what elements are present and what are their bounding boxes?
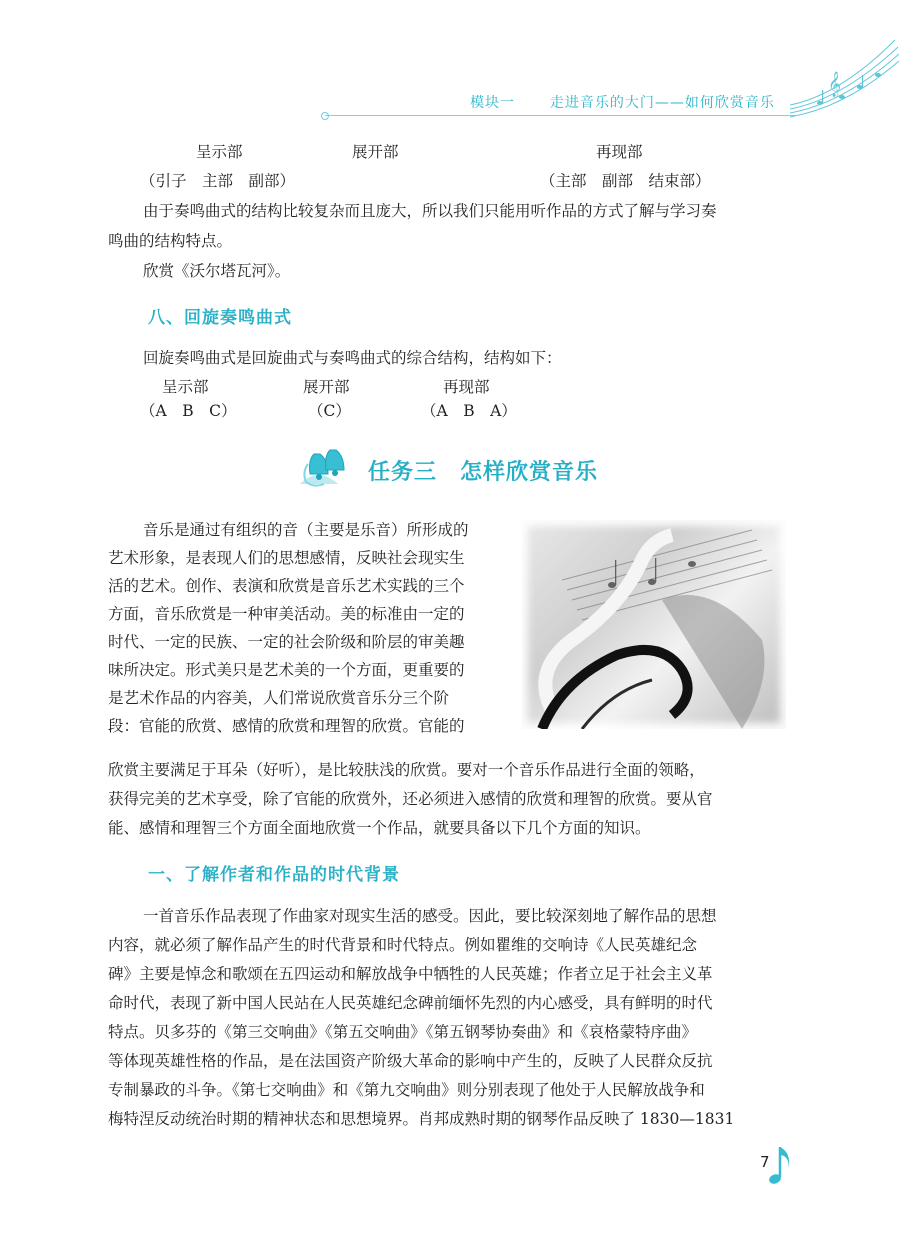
music-note-icon (768, 1143, 794, 1191)
violin-image (522, 520, 786, 729)
paragraph-line: 等体现英雄性格的作品，是在法国资产阶级大革命的影响中产生的，反映了人民群众反抗 (108, 1052, 713, 1070)
running-header (470, 92, 775, 112)
rondo-part-development: 展开部 (303, 378, 350, 396)
paragraph-line: 音乐是通过有组织的音（主要是乐音）所形成的 (143, 521, 469, 539)
section8-intro: 回旋奏鸣曲式是回旋曲式与奏鸣曲式的综合结构，结构如下： (143, 349, 562, 367)
paragraph-line: 梅特涅反动统治时期的精神状态和思想境界。肖邦成熟时期的钢琴作品反映了 1830—1831 (108, 1110, 735, 1128)
sonata-part-recap: 再现部 (596, 143, 643, 161)
paragraph-line: 由于奏鸣曲式的结构比较复杂而且庞大，所以我们只能用听作品的方式了解与学习奏 (143, 202, 717, 220)
rondo-part-exposition: 呈示部 (162, 378, 209, 396)
appreciate-line: 欣赏《沃尔塔瓦河》。 (143, 262, 291, 280)
paragraph-line: 鸣曲的结构特点。 (108, 232, 233, 250)
sonata-recap-detail: （主部 副部 结束部） (540, 172, 711, 190)
paragraph-line: 活的艺术。创作、表演和欣赏是音乐艺术实践的三个 (108, 577, 465, 595)
bell-icon (298, 444, 358, 490)
section-heading-1: 一、了解作者和作品的时代背景 (148, 865, 400, 885)
paragraph-line: 能、感情和理智三个方面全面地欣赏一个作品，就要具备以下几个方面的知识。 (108, 819, 651, 837)
paragraph-line: 味所决定。形式美只是艺术美的一个方面，更重要的 (108, 661, 465, 679)
sonata-part-exposition: 呈示部 (196, 143, 243, 161)
svg-text:𝄞: 𝄞 (828, 72, 842, 97)
music-staff-icon (790, 35, 899, 125)
paragraph-line: 时代、一定的民族、一定的社会阶级和阶层的审美趣 (108, 633, 465, 651)
page-number: 7 (760, 1153, 770, 1171)
paragraph-line: 欣赏主要满足于耳朵（好听），是比较肤浅的欣赏。要对一个音乐作品进行全面的领略， (108, 761, 705, 779)
paragraph-line: 获得完美的艺术享受，除了官能的欣赏外，还必须进入感情的欣赏和理智的欣赏。要从官 (108, 790, 713, 808)
sonata-exposition-detail: （引子 主部 副部） (140, 172, 296, 190)
paragraph-line: 专制暴政的斗争。《第七交响曲》和《第九交响曲》则分别表现了他处于人民解放战争和 (108, 1081, 705, 1099)
rondo-detail-development: （C） (308, 402, 351, 420)
paragraph-line: 内容，就必须了解作品产生的时代背景和时代特点。例如瞿维的交响诗《人民英雄纪念 (108, 936, 698, 954)
sonata-part-development: 展开部 (352, 143, 399, 161)
rondo-detail-recap: （A B A） (421, 402, 517, 420)
module-title: 走进音乐的大门——如何欣赏音乐 (549, 95, 775, 111)
paragraph-line: 段：官能的欣赏、感情的欣赏和理智的欣赏。官能的 (108, 717, 465, 735)
paragraph-line: 碑》主要是悼念和歌颂在五四运动和解放战争中牺牲的人民英雄；作者立足于社会主义革 (108, 965, 713, 983)
paragraph-line: 方面，音乐欣赏是一种审美活动。美的标准由一定的 (108, 605, 465, 623)
rondo-part-recap: 再现部 (443, 378, 490, 396)
paragraph-line: 命时代，表现了新中国人民站在人民英雄纪念碑前缅怀先烈的内心感受，具有鲜明的时代 (108, 994, 713, 1012)
paragraph-line: 是艺术作品的内容美，人们常说欣赏音乐分三个阶 (108, 689, 450, 707)
module-label: 模块一 (470, 95, 515, 111)
paragraph-line: 艺术形象，是表现人们的思想感情，反映社会现实生 (108, 549, 465, 567)
paragraph-line: 特点。贝多芬的《第三交响曲》《第五交响曲》《第五钢琴协奏曲》和《哀格蒙特序曲》 (108, 1023, 698, 1041)
paragraph-line: 一首音乐作品表现了作曲家对现实生活的感受。因此，要比较深刻地了解作品的思想 (143, 907, 717, 925)
section-heading-8: 八、回旋奏鸣曲式 (148, 308, 292, 328)
header-dot (321, 112, 329, 120)
task-title: 任务三 怎样欣赏音乐 (368, 460, 599, 485)
rondo-detail-exposition: （A B C） (140, 402, 237, 420)
header-rule (325, 115, 795, 116)
